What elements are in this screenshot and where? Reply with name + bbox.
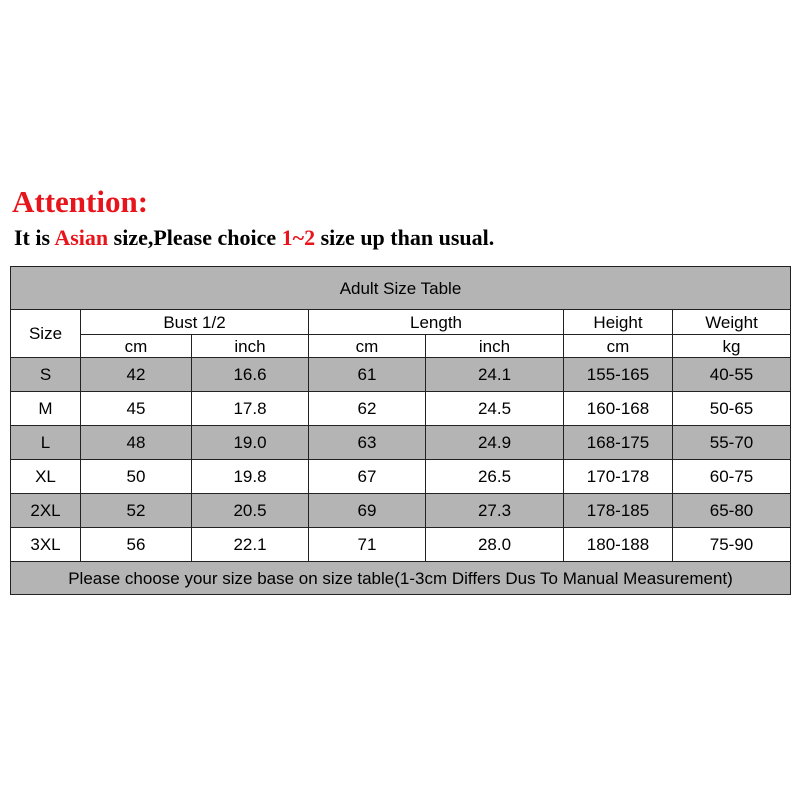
asian-size-notice <box>14 227 494 249</box>
table-cell: 50-65 <box>673 392 791 426</box>
table-cell: 17.8 <box>192 392 309 426</box>
attention-heading: Attention: <box>12 184 149 219</box>
table-cell: 19.8 <box>192 460 309 494</box>
table-cell: 75-90 <box>673 528 791 562</box>
size-cell: M <box>11 392 81 426</box>
table-footer-note: Please choose your size base on size table(1-3cm Differs Dus To Manual Measurement) <box>11 562 791 595</box>
table-cell: 52 <box>81 494 192 528</box>
size-cell: S <box>11 358 81 392</box>
table-cell: 45 <box>81 392 192 426</box>
table-cell: 22.1 <box>192 528 309 562</box>
notice-asian-highlight: Asian <box>54 225 109 250</box>
table-cell: 62 <box>309 392 426 426</box>
table-cell: 50 <box>81 460 192 494</box>
table-cell: 20.5 <box>192 494 309 528</box>
table-cell: 63 <box>309 426 426 460</box>
table-row <box>11 528 791 562</box>
weight-header: Weight <box>673 310 791 335</box>
table-cell: 28.0 <box>426 528 564 562</box>
height-header: Height <box>564 310 673 335</box>
table-footer-row <box>11 562 791 595</box>
unit-header: inch <box>192 335 309 358</box>
bust-header: Bust 1/2 <box>81 310 309 335</box>
table-cell: 60-75 <box>673 460 791 494</box>
size-cell: 3XL <box>11 528 81 562</box>
table-cell: 178-185 <box>564 494 673 528</box>
table-title: Adult Size Table <box>11 267 791 310</box>
unit-header: cm <box>81 335 192 358</box>
size-cell: XL <box>11 460 81 494</box>
table-cell: 71 <box>309 528 426 562</box>
table-cell: 170-178 <box>564 460 673 494</box>
table-title-row <box>11 267 791 310</box>
notice-suffix: size up than usual. <box>315 225 495 250</box>
table-cell: 168-175 <box>564 426 673 460</box>
table-cell: 48 <box>81 426 192 460</box>
table-cell: 61 <box>309 358 426 392</box>
table-row <box>11 392 791 426</box>
unit-header: cm <box>564 335 673 358</box>
table-cell: 24.9 <box>426 426 564 460</box>
table-row <box>11 426 791 460</box>
notice-prefix: It is <box>14 225 55 250</box>
size-cell: L <box>11 426 81 460</box>
length-header: Length <box>309 310 564 335</box>
notice-middle: size,Please choice <box>108 225 282 250</box>
table-cell: 26.5 <box>426 460 564 494</box>
table-cell: 24.5 <box>426 392 564 426</box>
size-table <box>10 266 791 595</box>
table-cell: 19.0 <box>192 426 309 460</box>
table-cell: 40-55 <box>673 358 791 392</box>
table-row <box>11 494 791 528</box>
table-cell: 56 <box>81 528 192 562</box>
table-row <box>11 460 791 494</box>
notice-range-highlight: 1~2 <box>281 225 316 250</box>
table-cell: 27.3 <box>426 494 564 528</box>
unit-header: kg <box>673 335 791 358</box>
table-cell: 16.6 <box>192 358 309 392</box>
table-cell: 24.1 <box>426 358 564 392</box>
table-cell: 155-165 <box>564 358 673 392</box>
table-cell: 160-168 <box>564 392 673 426</box>
table-cell: 69 <box>309 494 426 528</box>
table-row <box>11 358 791 392</box>
unit-header-row <box>11 335 791 358</box>
group-header-row <box>11 310 791 335</box>
size-cell: 2XL <box>11 494 81 528</box>
unit-header: inch <box>426 335 564 358</box>
table-cell: 67 <box>309 460 426 494</box>
unit-header: cm <box>309 335 426 358</box>
table-cell: 42 <box>81 358 192 392</box>
table-cell: 65-80 <box>673 494 791 528</box>
size-column-header: Size <box>11 310 81 358</box>
table-cell: 55-70 <box>673 426 791 460</box>
table-cell: 180-188 <box>564 528 673 562</box>
